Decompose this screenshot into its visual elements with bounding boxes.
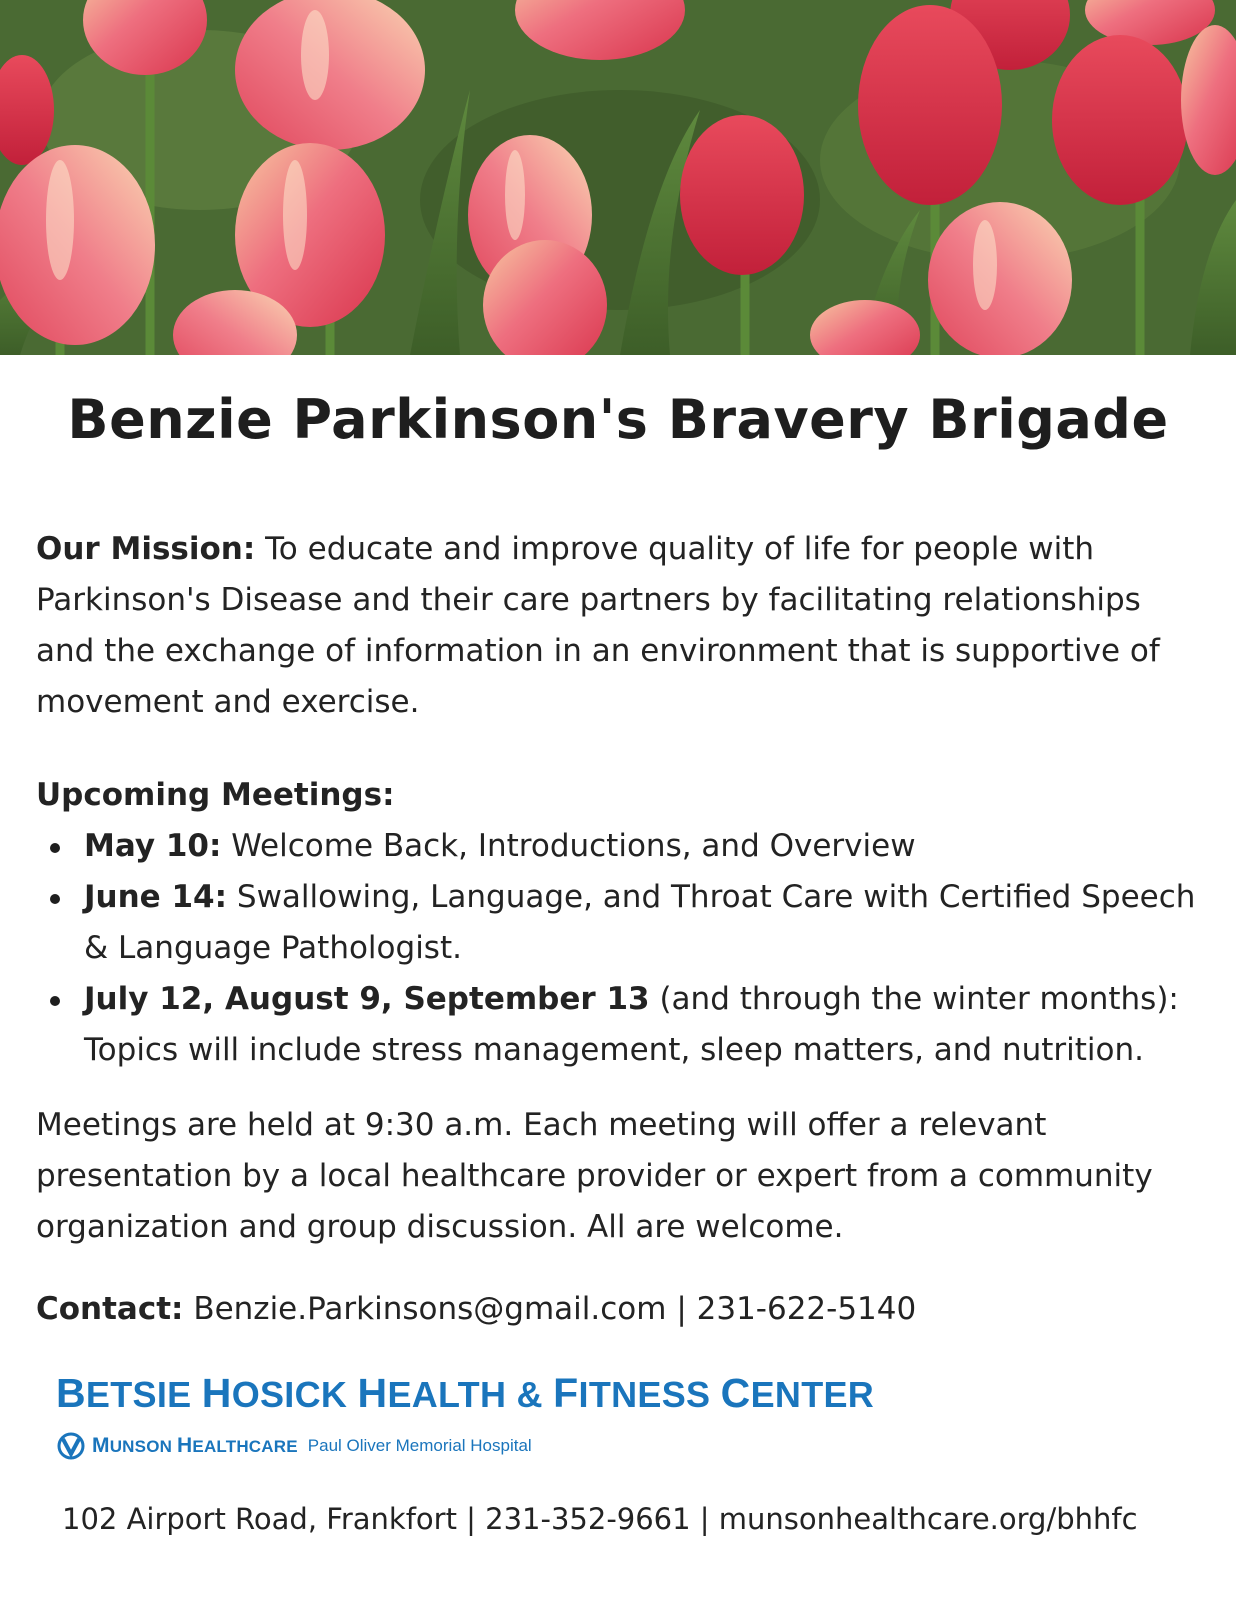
meeting-date: July 12, August 9, September 13 bbox=[84, 981, 650, 1017]
munson-logo-line bbox=[56, 1432, 532, 1460]
meeting-date: June 14: bbox=[84, 879, 228, 915]
mission-label: Our Mission: bbox=[36, 531, 256, 567]
list-item bbox=[36, 974, 1206, 1076]
list-item bbox=[36, 872, 1206, 974]
contact-phone[interactable]: 231-622-5140 bbox=[696, 1291, 917, 1327]
munson-logo-icon bbox=[56, 1432, 86, 1460]
contact-email[interactable]: Benzie.Parkinsons@gmail.com bbox=[193, 1291, 667, 1327]
mission-text: To educate and improve quality of life for people with Parkinson's Disease and their care partners by facilitating relationships and the exchange of information in an environment that is supportive of movement and exercise. bbox=[36, 531, 1160, 720]
brand-name: BETSIE HOSICK HEALTH & FITNESS CENTER bbox=[56, 1370, 875, 1416]
munson-healthcare-label: MUNSON HEALTHCARE bbox=[92, 1434, 298, 1457]
meeting-date: May 10: bbox=[84, 828, 222, 864]
mission-section bbox=[36, 524, 1206, 728]
meeting-info-text: Meetings are held at 9:30 a.m. Each meeting will offer a relevant presentation by a local healthcare provider or expert from a community organization and group discussion. All are welcome. bbox=[36, 1107, 1153, 1245]
meeting-topic: (and through the winter months): Topics will include stress management, sleep matters, and nutrition. bbox=[84, 981, 1179, 1068]
contact-line bbox=[36, 1284, 1206, 1335]
meetings-list bbox=[36, 821, 1206, 1076]
meeting-topic: Welcome Back, Introductions, and Overview bbox=[231, 828, 916, 864]
page-title: Benzie Parkinson's Bravery Brigade bbox=[67, 388, 1169, 451]
hospital-name: Paul Oliver Memorial Hospital bbox=[307, 1436, 532, 1455]
meetings-heading: Upcoming Meetings: bbox=[36, 777, 395, 813]
contact-label: Contact: bbox=[36, 1291, 184, 1327]
tulip-hero-image bbox=[0, 0, 1236, 355]
list-item bbox=[36, 821, 1206, 872]
address-line: 102 Airport Road, Frankfort | 231-352-9661 | munsonhealthcare.org/bhhfc bbox=[62, 1502, 1138, 1536]
meetings-section bbox=[36, 770, 1206, 1076]
meeting-topic: Swallowing, Language, and Throat Care with Certified Speech & Language Pathologist. bbox=[84, 879, 1196, 966]
contact-separator: | bbox=[676, 1291, 687, 1327]
